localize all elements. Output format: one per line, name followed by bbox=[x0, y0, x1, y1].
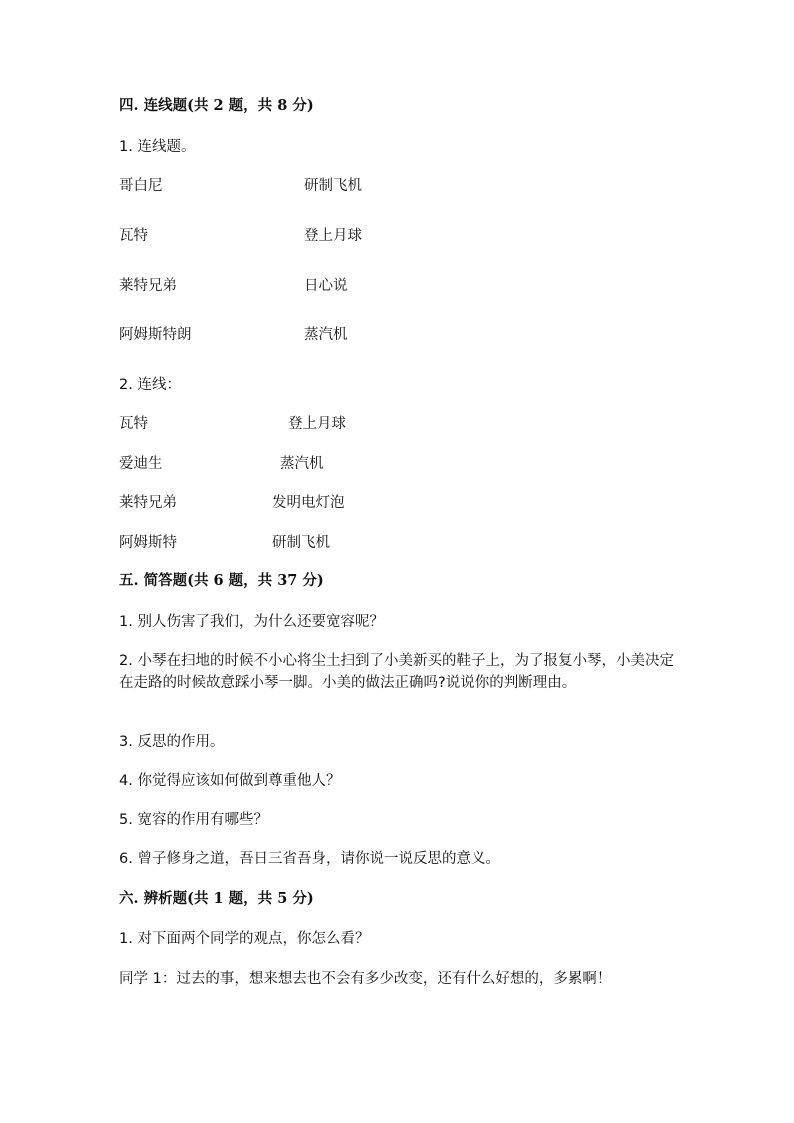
section-5-heading: 五. 简答题(共 6 题，共 37 分) bbox=[119, 572, 324, 589]
q4-1-right-2: 登上月球 bbox=[304, 228, 362, 244]
q4-2-right-3: 发明电灯泡 bbox=[272, 495, 345, 511]
section-4-heading: 四. 连线题(共 2 题，共 8 分) bbox=[119, 97, 314, 114]
q4-1-right-4: 蒸汽机 bbox=[304, 327, 348, 343]
q4-2-title: 2. 连线： bbox=[119, 377, 181, 393]
q4-2-left-2: 爱迪生 bbox=[119, 456, 163, 472]
q5-6: 6. 曾子修身之道，吾日三省吾身，请你说一说反思的意义。 bbox=[119, 851, 500, 867]
q4-2-left-4: 阿姆斯特 bbox=[119, 535, 177, 551]
q4-1-right-3: 日心说 bbox=[304, 278, 348, 294]
q5-1: 1. 别人伤害了我们，为什么还要宽容呢？ bbox=[119, 614, 384, 630]
section-6-heading: 六. 辨析题(共 1 题，共 5 分) bbox=[119, 890, 314, 907]
q6-1: 1. 对下面两个同学的观点，你怎么看？ bbox=[119, 931, 370, 947]
q5-3: 3. 反思的作用。 bbox=[119, 734, 225, 750]
q4-1-title: 1. 连线题。 bbox=[119, 139, 196, 155]
q4-1-right-1: 研制飞机 bbox=[304, 178, 362, 194]
q4-2-right-4: 研制飞机 bbox=[272, 535, 330, 551]
q4-1-left-3: 莱特兄弟 bbox=[119, 278, 177, 294]
q6-1-student-1: 同学 1：过去的事，想来想去也不会有多少改变，还有什么好想的，多累啊！ bbox=[119, 971, 612, 987]
q4-1-left-2: 瓦特 bbox=[119, 228, 148, 244]
q5-5: 5. 宽容的作用有哪些？ bbox=[119, 812, 268, 828]
q4-2-right-1: 登上月球 bbox=[288, 416, 346, 432]
q4-2-left-1: 瓦特 bbox=[119, 416, 148, 432]
q4-1-left-1: 哥白尼 bbox=[119, 178, 163, 194]
q4-2-left-3: 莱特兄弟 bbox=[119, 495, 177, 511]
q5-2: 2. 小琴在扫地的时候不小心将尘土扫到了小美新买的鞋子上，为了报复小琴，小美决定在走路的时候故意踩小琴一脚。小美的做法正确吗?说说你的判断理由。 bbox=[119, 653, 674, 691]
q4-1-left-4: 阿姆斯特朗 bbox=[119, 327, 192, 343]
q5-4: 4. 你觉得应该如何做到尊重他人？ bbox=[119, 773, 341, 789]
q4-2-right-2: 蒸汽机 bbox=[280, 456, 324, 472]
